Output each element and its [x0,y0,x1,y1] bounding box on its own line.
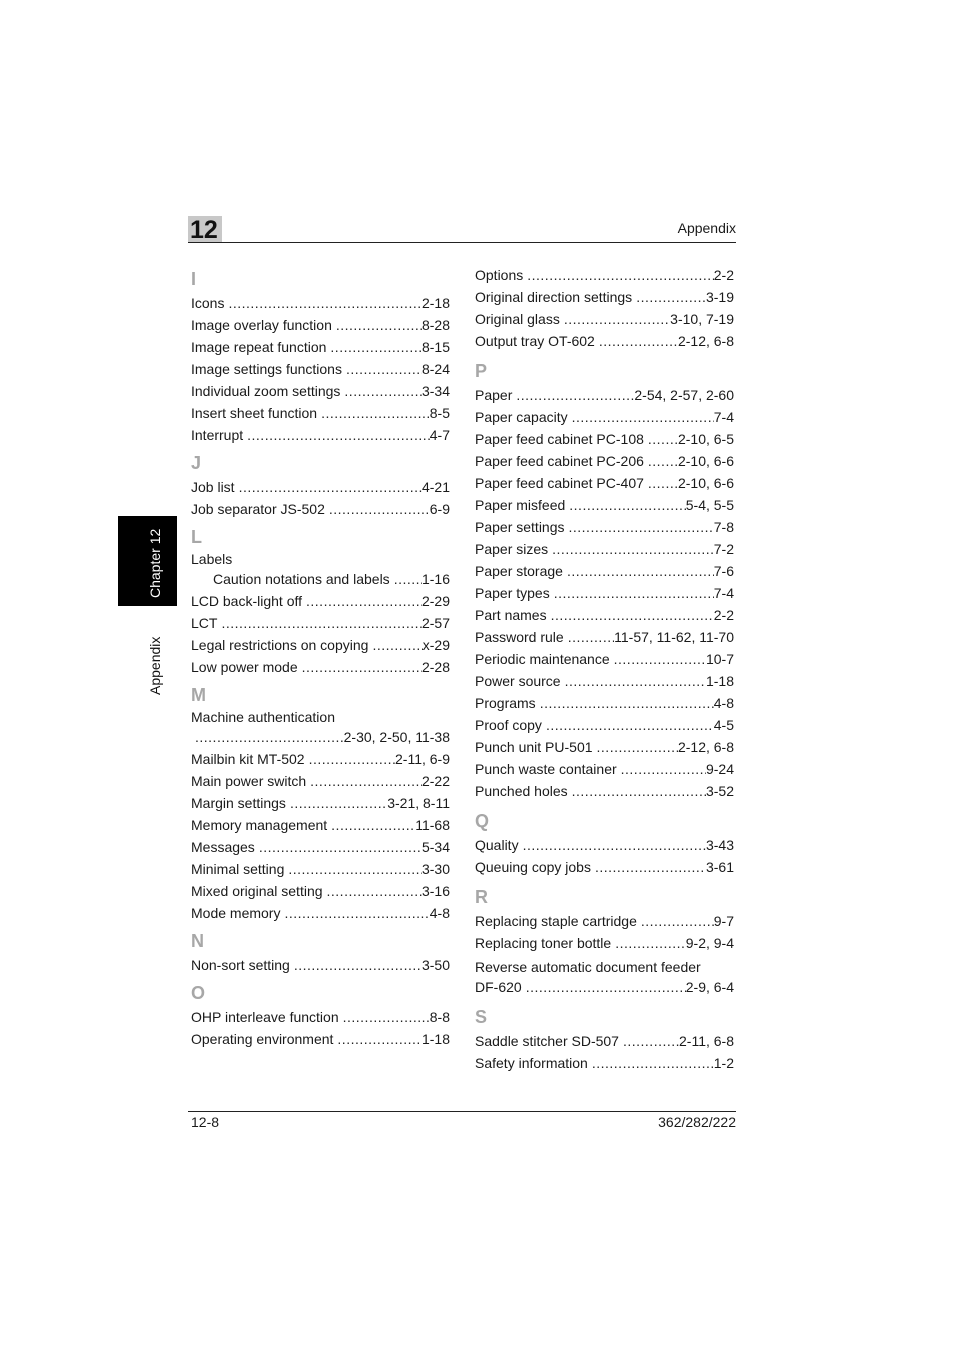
index-entry [475,428,734,450]
leader-dots [551,604,714,626]
index-page-ref: 1-18 [705,673,734,689]
index-term: Operating environment [191,1031,334,1047]
index-entry [475,736,734,758]
index-page-ref: 2-2 [713,607,734,623]
index-term: Main power switch [191,773,307,789]
index-page-ref: x-29 [422,637,450,653]
leader-dots [523,834,706,856]
leader-dots [565,670,706,692]
index-letter-s: S [475,1007,488,1027]
index-page-ref: 8-28 [421,317,450,333]
index-page-ref: 7-2 [713,541,734,557]
index-entry [191,476,450,498]
leader-dots [221,612,422,634]
leader-dots [595,856,706,878]
index-page-ref: 3-16 [421,883,450,899]
index-term: OHP interleave function [191,1009,339,1025]
index-entry [191,792,450,814]
index-page-ref: 7-6 [713,563,734,579]
index-page-ref: 8-24 [421,361,450,377]
index-entry [475,582,734,604]
leader-dots [615,932,686,954]
leader-dots [552,538,714,560]
index-page-ref: 2-11, 6-8 [679,1033,734,1049]
leader-dots [516,384,634,406]
leader-dots [294,954,422,976]
index-entry [191,902,450,924]
index-page-ref: 2-10, 6-6 [677,453,734,469]
index-page-ref: 2-29 [421,593,450,609]
index-page-ref: 3-10, 7-19 [670,311,734,327]
index-entry [475,516,734,538]
index-page-ref: 4-8 [713,695,734,711]
index-page-ref: 3-52 [705,783,734,799]
index-page-ref: 11-68 [415,817,450,833]
index-page-ref: 8-5 [429,405,450,421]
leader-dots [195,726,344,748]
leader-dots [284,902,429,924]
index-entry [475,758,734,780]
index-page-ref: 8-8 [429,1009,450,1025]
leader-dots [623,1030,679,1052]
index-letter-i: I [191,269,197,289]
index-entry [475,1052,734,1074]
index-page-ref: 7-4 [713,585,734,601]
leader-dots [597,736,678,758]
leader-dots [330,336,422,358]
index-term: Replacing staple cartridge [475,913,637,929]
index-term: Original glass [475,311,560,327]
index-term: Punched holes [475,783,568,799]
index-term: Safety information [475,1055,588,1071]
index-page-ref: 2-57 [421,615,450,631]
leader-dots [569,516,714,538]
section-side-label: Appendix [147,636,163,695]
index-term: Mixed original setting [191,883,323,899]
chapter-number: 12 [188,216,222,242]
model-numbers: 362/282/222 [658,1114,736,1130]
index-entry [191,814,450,836]
footer-rule [188,1111,736,1112]
index-term: Punch waste container [475,761,617,777]
index-term: LCT [191,615,218,631]
index-entry [191,380,450,402]
index-term: Low power mode [191,659,298,675]
leader-dots [302,656,422,678]
leader-dots [614,648,706,670]
index-term: Messages [191,839,255,855]
index-entry [191,612,450,634]
index-page-ref: 3-30 [421,861,450,877]
index-page-ref: 1-2 [713,1055,734,1071]
index-page-ref: 2-9, 6-4 [685,979,734,995]
index-term: DF-620 [475,979,522,995]
index-term: Saddle stitcher SD-507 [475,1033,619,1049]
index-letter-o: O [191,983,206,1003]
index-term: Paper feed cabinet PC-108 [475,431,644,447]
index-term: Paper feed cabinet PC-407 [475,475,644,491]
leader-dots [648,428,678,450]
leader-dots [569,494,685,516]
index-page-ref: 2-12, 6-8 [677,333,734,349]
leader-dots [394,568,422,590]
index-term: Paper sizes [475,541,549,557]
index-entry [475,910,734,932]
index-entry [475,692,734,714]
index-page-ref: 7-8 [713,519,734,535]
page-number: 12-8 [191,1114,220,1130]
leader-dots [527,264,714,286]
index-term: Paper settings [475,519,565,535]
index-term: Job separator JS-502 [191,501,325,517]
index-entry [191,424,450,446]
index-term: Power source [475,673,561,689]
index-entry [475,604,734,626]
index-term: Paper capacity [475,409,568,425]
index-term: Paper [475,387,513,403]
index-page-ref: 2-54, 2-57, 2-60 [634,387,734,403]
leader-dots [526,976,686,998]
index-entry [475,714,734,736]
index-entry [475,384,734,406]
index-entry [475,856,734,878]
index-page-ref: 2-28 [421,659,450,675]
leader-dots [288,858,422,880]
index-page-ref: 2-18 [421,295,450,311]
leader-dots [372,634,422,656]
leader-dots [343,1006,430,1028]
index-entry [475,286,734,308]
index-term: Minimal setting [191,861,285,877]
index-page-ref: 3-43 [705,837,734,853]
leader-dots [636,286,706,308]
index-page-ref: 3-21, 8-11 [387,795,450,811]
leader-dots [572,406,714,428]
index-letter-l: L [191,527,202,547]
index-entry [475,626,734,648]
index-page-ref: 10-7 [705,651,734,667]
index-entry [475,264,734,286]
index-letter-q: Q [475,811,490,831]
leader-dots [567,560,714,582]
index-entry [191,836,450,858]
index-term: Insert sheet function [191,405,318,421]
index-entry [191,748,450,770]
index-page-ref: 2-12, 6-8 [677,739,734,755]
leader-dots [259,836,422,858]
leader-dots [592,1052,714,1074]
index-page-ref: 2-22 [421,773,450,789]
index-term: Paper misfeed [475,497,566,513]
leader-dots [564,308,670,330]
index-term: Part names [475,607,547,623]
index-page-ref: 9-7 [713,913,734,929]
index-entry [191,358,450,380]
index-entry [475,1030,734,1052]
index-page-ref: 2-2 [713,267,734,283]
leader-dots [306,590,422,612]
index-entry [475,670,734,692]
index-entry [475,330,734,352]
index-page-ref: 3-61 [705,859,734,875]
leader-dots [641,910,714,932]
index-term: Options [475,267,524,283]
index-term: Margin settings [191,795,286,811]
index-term: Replacing toner bottle [475,935,612,951]
index-page-ref: 3-19 [705,289,734,305]
index-letter-p: P [475,361,488,381]
index-entry [475,648,734,670]
index-term: Paper storage [475,563,563,579]
index-term: Image overlay function [191,317,332,333]
index-entry [191,634,450,656]
index-term: Caution notations and labels [213,571,390,587]
index-term: Image settings functions [191,361,342,377]
leader-dots [309,748,395,770]
leader-dots [247,424,430,446]
index-entry [191,498,450,520]
index-entry [191,858,450,880]
index-page-ref: 8-15 [421,339,450,355]
leader-dots [239,476,422,498]
index-entry [475,976,734,998]
index-heading-reverse-adf: Reverse automatic document feeder [475,959,701,975]
index-term: Paper feed cabinet PC-206 [475,453,644,469]
index-term: Original direction settings [475,289,633,305]
index-letter-m: M [191,685,206,705]
index-term: Image repeat function [191,339,327,355]
leader-dots [599,330,678,352]
index-entry [475,932,734,954]
index-letter-r: R [475,887,488,907]
index-letter-j: J [191,453,202,473]
index-term: Queuing copy jobs [475,859,591,875]
index-term: Mode memory [191,905,281,921]
index-page-ref: 4-8 [429,905,450,921]
index-term: LCD back-light off [191,593,303,609]
index-column-right [475,264,734,1074]
index-page-ref: 6-9 [429,501,450,517]
index-term: Periodic maintenance [475,651,610,667]
index-term: Proof copy [475,717,542,733]
index-entry [191,1028,450,1050]
index-entry [191,402,450,424]
leader-dots [648,472,678,494]
index-page-ref: 4-21 [421,479,450,495]
index-column-left [191,262,450,1050]
index-term: Punch unit PU-501 [475,739,593,755]
index-entry [191,770,450,792]
index-entry [191,336,450,358]
index-page-ref: 2-30, 2-50, 11-38 [343,729,450,745]
leader-dots [290,792,387,814]
index-letter-n: N [191,931,204,951]
index-page-ref: 3-34 [421,383,450,399]
index-entry [475,560,734,582]
leader-dots [310,770,422,792]
index-page-ref: 9-24 [705,761,734,777]
index-entry [191,726,450,748]
index-entry [475,406,734,428]
index-term: Mailbin kit MT-502 [191,751,305,767]
index-page-ref: 5-4, 5-5 [685,497,734,513]
index-page-ref: 3-50 [421,957,450,973]
leader-dots [540,692,714,714]
index-entry [191,656,450,678]
index-entry [475,494,734,516]
index-page-ref: 2-10, 6-6 [677,475,734,491]
leader-dots [336,314,422,336]
leader-dots [337,1028,422,1050]
index-term: Output tray OT-602 [475,333,595,349]
index-term: Job list [191,479,235,495]
index-term: Icons [191,295,225,311]
leader-dots [648,450,678,472]
index-term: Password rule [475,629,564,645]
index-page-ref: 11-57, 11-62, 11-70 [614,629,734,645]
index-subentry [191,568,450,590]
index-page-ref: 7-4 [713,409,734,425]
leader-dots [321,402,430,424]
leader-dots [346,358,422,380]
index-term: Paper types [475,585,550,601]
index-term: Individual zoom settings [191,383,341,399]
chapter-side-label: Chapter 12 [147,528,163,598]
index-term: Quality [475,837,519,853]
index-term: Interrupt [191,427,244,443]
index-entry [191,292,450,314]
index-entry [191,1006,450,1028]
index-entry [475,472,734,494]
index-heading-machine-authentication: Machine authentication [191,709,335,725]
leader-dots [344,380,422,402]
index-entry [475,780,734,802]
index-term: Non-sort setting [191,957,290,973]
index-entry [191,590,450,612]
leader-dots [329,498,430,520]
index-entry [475,538,734,560]
leader-dots [331,814,415,836]
index-entry [475,450,734,472]
header-title: Appendix [677,220,736,236]
index-page-ref: 4-5 [713,717,734,733]
index-page-ref: 2-10, 6-5 [677,431,734,447]
leader-dots [621,758,706,780]
index-term: Legal restrictions on copying [191,637,369,653]
index-entry [191,954,450,976]
index-page-ref: 9-2, 9-4 [685,935,734,951]
leader-dots [546,714,714,736]
index-entry [191,314,450,336]
leader-dots [568,626,614,648]
index-page-ref: 5-34 [421,839,450,855]
index-term: Memory management [191,817,328,833]
index-page-ref: 1-18 [421,1031,450,1047]
header-rule [188,242,736,243]
index-entry [475,308,734,330]
index-heading-labels: Labels [191,551,233,567]
index-page-ref: 1-16 [421,571,450,587]
index-page-ref: 2-11, 6-9 [395,751,450,767]
leader-dots [572,780,706,802]
index-entry [475,834,734,856]
leader-dots [228,292,422,314]
index-term: Programs [475,695,536,711]
index-entry [191,880,450,902]
index-page-ref: 4-7 [429,427,450,443]
leader-dots [554,582,714,604]
leader-dots [327,880,422,902]
